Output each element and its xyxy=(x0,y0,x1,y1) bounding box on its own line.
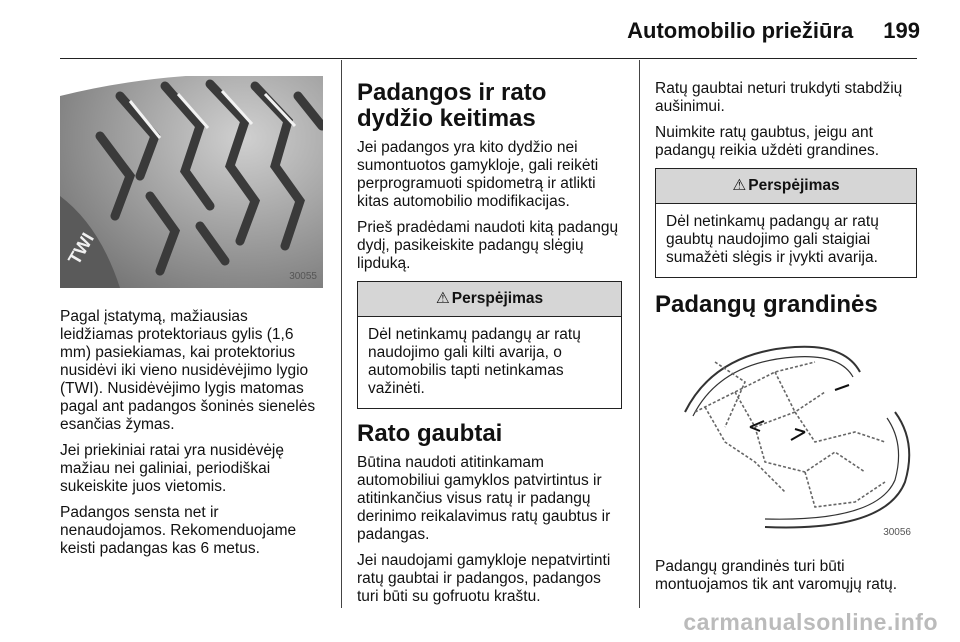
page-header xyxy=(627,18,920,44)
tire-tread-illustration xyxy=(60,76,323,288)
header-rule xyxy=(60,58,917,59)
paragraph: Padangos sensta net ir nenaudojamos. Rekomenduojame keisti padangas kas 6 metus. xyxy=(60,504,297,557)
warning-title: Perspėjimas xyxy=(748,177,840,194)
paragraph: Prieš pradėdami naudoti kitą padangų dydį, pasikeiskite padangų slėgių lipduką. xyxy=(357,219,619,272)
warning-header xyxy=(656,169,916,204)
paragraph: Jei priekiniai ratai yra nusidėvėję mažiau nei galiniai, periodiškai sukeiskite juos vietomis. xyxy=(60,442,285,495)
paragraph: Pagal įstatymą, mažiausias leidžiamas protektoriaus gylis (1,6 mm) pasiekiamas, kai protektorius nusidėvi iki vieno nusidėvėjimo lygio (TWI). Nusidėvėjimo lygis matomas pagal ant padangos šoninės sienelės esančias žymas. xyxy=(60,308,316,433)
warning-box xyxy=(357,281,622,409)
column-1 xyxy=(60,76,325,566)
page-title: Automobilio priežiūra xyxy=(627,18,854,43)
page-number: 199 xyxy=(883,18,920,43)
column-divider-2 xyxy=(639,60,640,608)
section-heading: Rato gaubtai xyxy=(357,420,503,447)
column-3 xyxy=(655,80,917,602)
paragraph: Nuimkite ratų gaubtus, jeigu ant padangų reikia uždėti grandines. xyxy=(655,124,880,159)
section-heading: Padangos ir rato dydžio keitimas xyxy=(357,79,547,132)
warning-triangle-icon: ⚠ xyxy=(732,177,747,194)
column-divider-1 xyxy=(341,60,342,608)
paragraph: Jei padangos yra kito dydžio nei sumontuotos gamykloje, gali reikėti perprogramuoti spidometrą ir atlikti kitas automobilio modifikacijas. xyxy=(357,139,599,210)
paragraph: Padangų grandinės turi būti montuojamos tik ant varomųjų ratų. xyxy=(655,558,898,593)
column-2 xyxy=(357,80,622,614)
warning-triangle-icon: ⚠ xyxy=(435,290,450,307)
paragraph: Būtina naudoti atitinkamam automobiliui gamyklos patvirtintus ir atitinkančius visus ratų ir padangų derinimo reikalavimus ratų gaubtus ir padangas. xyxy=(357,454,611,543)
snow-chains-illustration xyxy=(655,332,917,544)
section-heading: Padangų grandinės xyxy=(655,291,878,318)
warning-text: Dėl netinkamų padangų ar ratų gaubtų naudojimo gali staigiai sumažėti slėgis ir įvykti avarija. xyxy=(666,213,879,266)
warning-text: Dėl netinkamų padangų ar ratų naudojimo gali kilti avarija, o automobilis tapti netinkamas važinėti. xyxy=(368,326,581,397)
warning-title: Perspėjimas xyxy=(451,290,544,307)
twi-label: TWI xyxy=(64,229,98,268)
tire-tread-figure xyxy=(60,76,323,288)
paragraph: Ratų gaubtai neturi trukdyti stabdžių aušinimui. xyxy=(655,80,903,115)
warning-box xyxy=(655,168,917,278)
warning-header xyxy=(358,282,621,317)
figure-code: 30056 xyxy=(883,527,911,538)
snow-chains-figure xyxy=(655,332,917,544)
figure-code: 30055 xyxy=(289,271,317,282)
paragraph: Jei naudojami gamykloje nepatvirtinti ratų gaubtai ir padangos, padangos turi būti su gofruotu kraštu. xyxy=(357,552,611,605)
watermark: carmanualsonline.info xyxy=(683,609,938,635)
